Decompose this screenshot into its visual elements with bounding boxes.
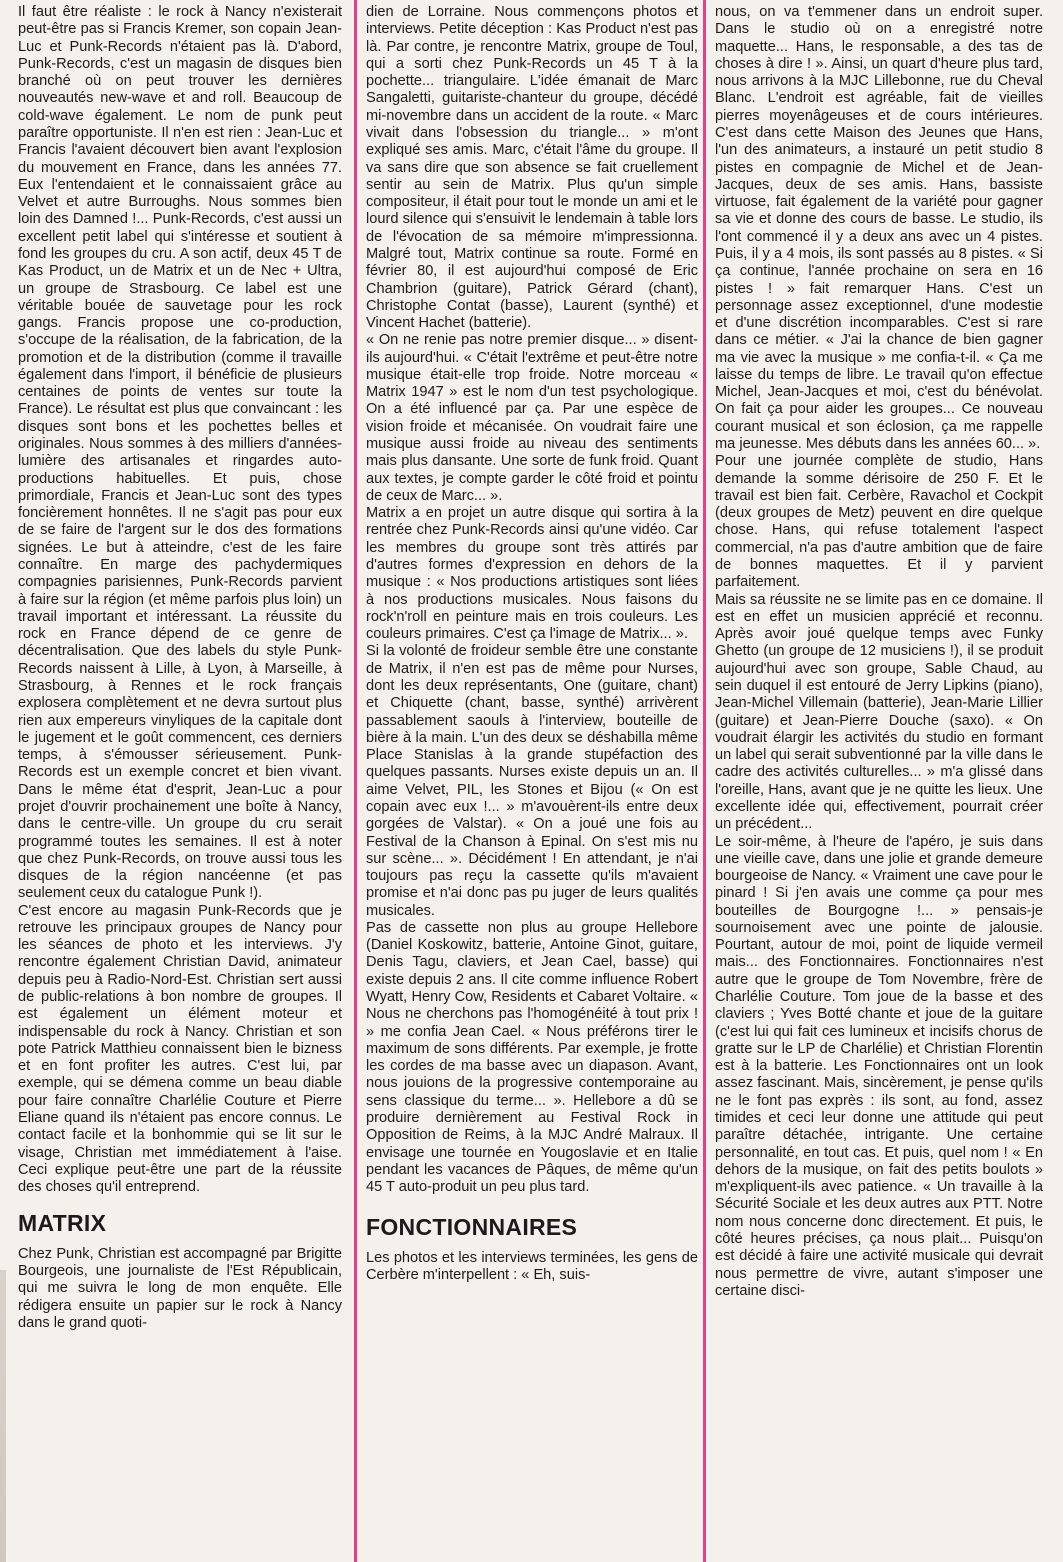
article-paragraph: Chez Punk, Christian est accompagné par Brigitte Bourgeois, une journaliste de l'Est Républicain, qui me suivra le long de mon enquête. Elle rédigera ensuite un papier sur le rock à Nancy dans le grand quoti- — [18, 1245, 342, 1331]
article-paragraph: Il faut être réaliste : le rock à Nancy n'existerait peut-être pas si Francis Kremer, son copain Jean-Luc et Punk-Records n'étaient pas là. D'abord, Punk-Records, c'est un magasin de disques bien branché où on peut trouver les dernières nouveautés new-wave et and roll. Beaucoup de cold-wave également. Le nom de punk peut paraître opportuniste. Il n'en est rien : Jean-Luc et Francis l'avaient découvert bien avant l'explosion du mouvement en France, dans les années 77. Eux l'entendaient et le connaissaient grâce au Velvet et autre Burroughs. Nous sommes bien loin des Damned !... Punk-Records, c'est aussi un excellent petit label qui s'intéresse et soutient à fond les groupes du cru. A son actif, deux 45 T de Kas Product, un de Matrix et un de Nec + Ultra, un groupe de Strasbourg. Ce label est une véritable bouée de sauvetage pour les rock gangs. Francis propose une co-production, s'occupe de la réalisation, de la fabrication, de la promotion et de la distribution (comme il travaille également dans l'import, il bénéficie de plusieurs centaines de points de ventes sur toute la France). Le résultat est plus que convaincant : les disques sont bons et les pochettes belles et originales. Nous sommes à des milliers d'années-lumière des artisanales et ringardes auto-productions habituelles. Et puis, chose primordiale, Francis et Jean-Luc sont des types foncièrement honnêtes. Il ne s'agit pas pour eux de se faire de l'argent sur le dos des formations signées. Le but à atteindre, c'est de les faire connaître. En marge des pachydermiques compagnies parisiennes, Punk-Records parvient à faire sur la région (et même parfois plus loin) un travail important et intéressant. La réussite du rock en France dépend de ce genre de décentralisation. Que des labels du style Punk-Records naissent à Lille, à Lyon, à Marseille, à Strasbourg, à Rennes et le rock français explosera complètement et ne devra surtout plus rien aux empereurs vinyliques de la capitale dont le jugement et le goût commencent, ces derniers temps, à s'émousser sérieusement. Punk-Records est un exemple concret et bien vivant. Dans le même état d'esprit, Jean-Luc a pour projet d'ouvrir prochainement une boîte à Nancy, dans le centre-ville. Un groupe du cru serait programmé toutes les semaines. Il est à noter que chez Punk-Records, on trouve aussi tous les disques de la région nancéenne (et pas seulement ceux du catalogue Punk !). — [18, 4, 342, 902]
column-divider — [703, 0, 706, 1562]
section-heading-matrix: MATRIX — [18, 1210, 107, 1237]
article-paragraph: Matrix a en projet un autre disque qui sortira à la rentrée chez Punk-Records ainsi qu'une vidéo. Car les membres du groupe sont très attirés par d'autres formes d'expression en dehors de la musique : « Nos productions artistiques sont liées à nos productions musicales. Nous faisons du rock'n'roll en peinture mais en trois couleurs. Les couleurs primaires. C'est ça l'image de Matrix... ». — [366, 505, 698, 643]
column-1 — [0, 0, 350, 1562]
article-paragraph: Mais sa réussite ne se limite pas en ce domaine. Il est en effet un musicien apprécié et reconnu. Après avoir joué quelque temps avec Funky Ghetto (un groupe de 12 musiciens !), il se produit aujourd'hui avec son groupe, Sable Chaud, au sein duquel il est entouré de Jerry Lipkins (piano), Jean-Michel Villemain (batterie), Jean-Marie Lillier (guitare) et Jean-Pierre Douche (saxo). « On voudrait élargir les activités du studio en formant un label qui serait subventionné par la ville dans le cadre des activités culturelles... » m'a glissé dans l'oreille, Hans, avant que je ne quitte les lieux. Une excellente idée qui, effectivement, pourrait créer un précédent... — [715, 591, 1043, 833]
article-paragraph: dien de Lorraine. Nous commençons photos et interviews. Petite déception : Kas Product n'est pas là. Par contre, je rencontre Matrix, groupe de Toul, qui a sorti chez Punk-Records un 45 T à la pochette... triangulaire. L'idée émanait de Marc Sangaletti, guitariste-chanteur du groupe, décédé mi-novembre dans un accident de la route. « Marc vivait dans l'obsession du triangle... » m'ont expliqué ses amis. Marc, c'était l'âme du groupe. Il va sans dire que son absence se fait cruellement sentir au sein de Matrix. Plus qu'un simple compositeur, il était pour tout le monde un ami et le lourd silence qui s'ensuivit le lendemain à table lors de l'évocation de sa mémoire m'impressionna. Malgré tout, Matrix continue sa route. Formé en février 80, il est aujourd'hui composé de Eric Chambrion (guitare), Patrick Gérard (chant), Christophe Contat (basse), Laurent (synthé) et Vincent Hachet (batterie). — [366, 4, 698, 332]
article-paragraph: Le soir-même, à l'heure de l'apéro, je suis dans une vieille cave, dans une jolie et grande demeure bourgeoise de Nancy. « Vraiment une cave pour le pinard ! Si j'en avais une comme ça pour mes bouteilles de Bourgogne !... » pensais-je sournoisement avec une pointe de jalousie. Pourtant, autour de moi, point de liquide vermeil mais... des Fonctionnaires. Fonctionnaires n'est autre que le groupe de Tom Novembre, frère de Charlélie Couture. Tom joue de la basse et des claviers ; Yves Botté chante et joue de la guitare (c'est lui qui fait ces lumineux et incisifs chorus de gratte sur le LP de Charlélie) et Christian Florentin est à la batterie. Les Fonctionnaires ont un look assez fascinant. Mais, sincèrement, je pense qu'ils ne le font pas exprès : ils sont, au fond, assez timides et ceci leur donne une attitude qui peut paraître détachée, intrigante. Une certaine personnalité, en tout cas. Et puis, quel nom ! « En dehors de la musique, on fait des petits boulots » m'expliquent-ils avec patience. « Un travaille à la Sécurité Sociale et les deux autres aux PTT. Notre nom nous concerne donc directement. Et puis, le côté heures précises, ça nous plait... Puisqu'on est décidé à faire une activité musicale qui devrait nous permettre de vivre, autant s'imposer une certaine disci- — [715, 833, 1043, 1299]
article-paragraph: « On ne renie pas notre premier disque... » disent-ils aujourd'hui. « C'était l'extrême et peut-être notre musique était-elle trop froide. Notre morceau « Matrix 1947 » est le nom d'un test psychologique. On a été influencé par ça. Par une espèce de vision froide et mécanisée. On voudrait faire une musique aussi froide au niveau des sentiments mais plus dansante. Une sorte de funk froid. Quant aux textes, je compte garder le côté froid et pointu de ceux de Marc... ». — [366, 332, 698, 504]
column-3 — [711, 0, 1063, 1562]
column-2 — [364, 0, 704, 1562]
article-paragraph: Si la volonté de froideur semble être une constante de Matrix, il n'en est pas de même pour Nurses, dont les deux représentants, One (guitare, chant) et Chiquette (chant, basse, synthé) arrivèrent passablement saouls à l'interview, bouteille de bière à la main. L'un des deux se déshabilla même Place Stanislas à la grande stupéfaction des quelques passants. Nurses existe depuis un an. Il aime Velvet, PIL, les Stones et Bijou (« On est copain avec eux !... » m'avouèrent-ils entre deux gorgées de Valstar). « On a joué une fois au Festival de la Chanson à Epinal. On s'est mis nu sur scène... ». Décidément ! En attendant, je n'ai toujours pas reçu la cassette qu'ils m'avaient promise et n'ai donc pas pu juger de leurs qualités musicales. — [366, 643, 698, 919]
article-paragraph: Les photos et les interviews terminées, les gens de Cerbère m'interpellent : « Eh, suis- — [366, 1249, 698, 1283]
article-paragraph: nous, on va t'emmener dans un endroit super. Dans le studio où on a enregistré notre maquette... Hans, le responsable, a des tas de choses à dire ! ». Ainsi, un quart d'heure plus tard, nous arrivons à la MJC Lillebonne, rue du Cheval Blanc. L'endroit est agréable, fait de vieilles pierres moyenâgeuses et de cours intérieures. C'est dans cette Maison des Jeunes que Hans, l'un des animateurs, a instauré un petit studio 8 pistes en compagnie de Michel et de Jean-Jacques, deux de ses amis. Hans, bassiste virtuose, fait également de la variété pour gagner sa vie et donne des cours de basse. Le studio, ils l'ont commencé il y a deux ans avec un 4 pistes. Puis, il y a 4 mois, ils sont passés au 8 pistes. « Si ça continue, l'année prochaine on sera en 16 pistes ! » fait remarquer Hans. C'est un personnage assez exceptionnel, d'une modestie et d'une discrétion incomparables. C'est si rare dans ce métier. « J'ai la chance de bien gagner ma vie avec la musique » me confia-t-il. « Ça me laisse du temps de libre. Le travail qu'on effectue Michel, Jean-Jacques et moi, c'est du bénévolat. On fait ça pour aider les groupes... Ce nouveau courant musical et son éclosion, ça me rappelle ma jeunesse. Mes débuts dans les années 60... ». — [715, 4, 1043, 453]
column-divider — [354, 0, 357, 1562]
section-heading-fonctionnaires: FONCTIONNAIRES — [366, 1214, 578, 1241]
article-paragraph: C'est encore au magasin Punk-Records que je retrouve les principaux groupes de Nancy pour les séances de photo et les interviews. J'y rencontre également Christian David, animateur depuis peu à Radio-Nord-Est. Christian sert aussi de public-relations à bon nombre de groupes. Il est également un élément moteur et indispensable du rock à Nancy. Christian et son pote Patrick Matthieu connaissent bien le bizness et en font profiter les autres. C'est lui, par exemple, qui se démena comme un beau diable pour faire connaître Charlélie Couture et Pierre Eliane quand ils n'étaient pas encore connus. Le contact facile et la bonhommie qui se lit sur le visage, Christian met immédiatement à l'aise. Ceci explique peut-être une part de la réussite des choses qu'il entreprend. — [18, 902, 342, 1196]
article-paragraph: Pas de cassette non plus au groupe Hellebore (Daniel Koskowitz, batterie, Antoine Ginot, guitare, Denis Tagu, claviers, et Jean Cael, basse) qui existe depuis 2 ans. Il cite comme influence Robert Wyatt, Henry Cow, Residents et Cabaret Voltaire. « Nous ne cherchons pas l'homogénéité à tout prix ! » me confia Jean Cael. « Nous préférons tirer le maximum de sons différents. Par exemple, je frotte les cordes de ma basse avec un diapason. Avant, nous jouions de la progressive contemporaine au sens classique du terme... ». Hellebore a dû se produire dernièrement au Festival Rock in Opposition de Reims, à la MJC André Malraux. Il envisage une tournée en Yougoslavie et en Italie pendant les vacances de Pâques, de même qu'un 45 T auto-produit un peu plus tard. — [366, 919, 698, 1196]
article-paragraph: Pour une journée complète de studio, Hans demande la somme dérisoire de 250 F. Et le travail est bien fait. Cerbère, Ravachol et Cockpit (deux groupes de Metz) peuvent en dire quelque chose. Hans, qui refuse totalement l'aspect commercial, n'a pas d'autre ambition que de faire de bonnes maquettes. Et il y parvient parfaitement. — [715, 453, 1043, 591]
